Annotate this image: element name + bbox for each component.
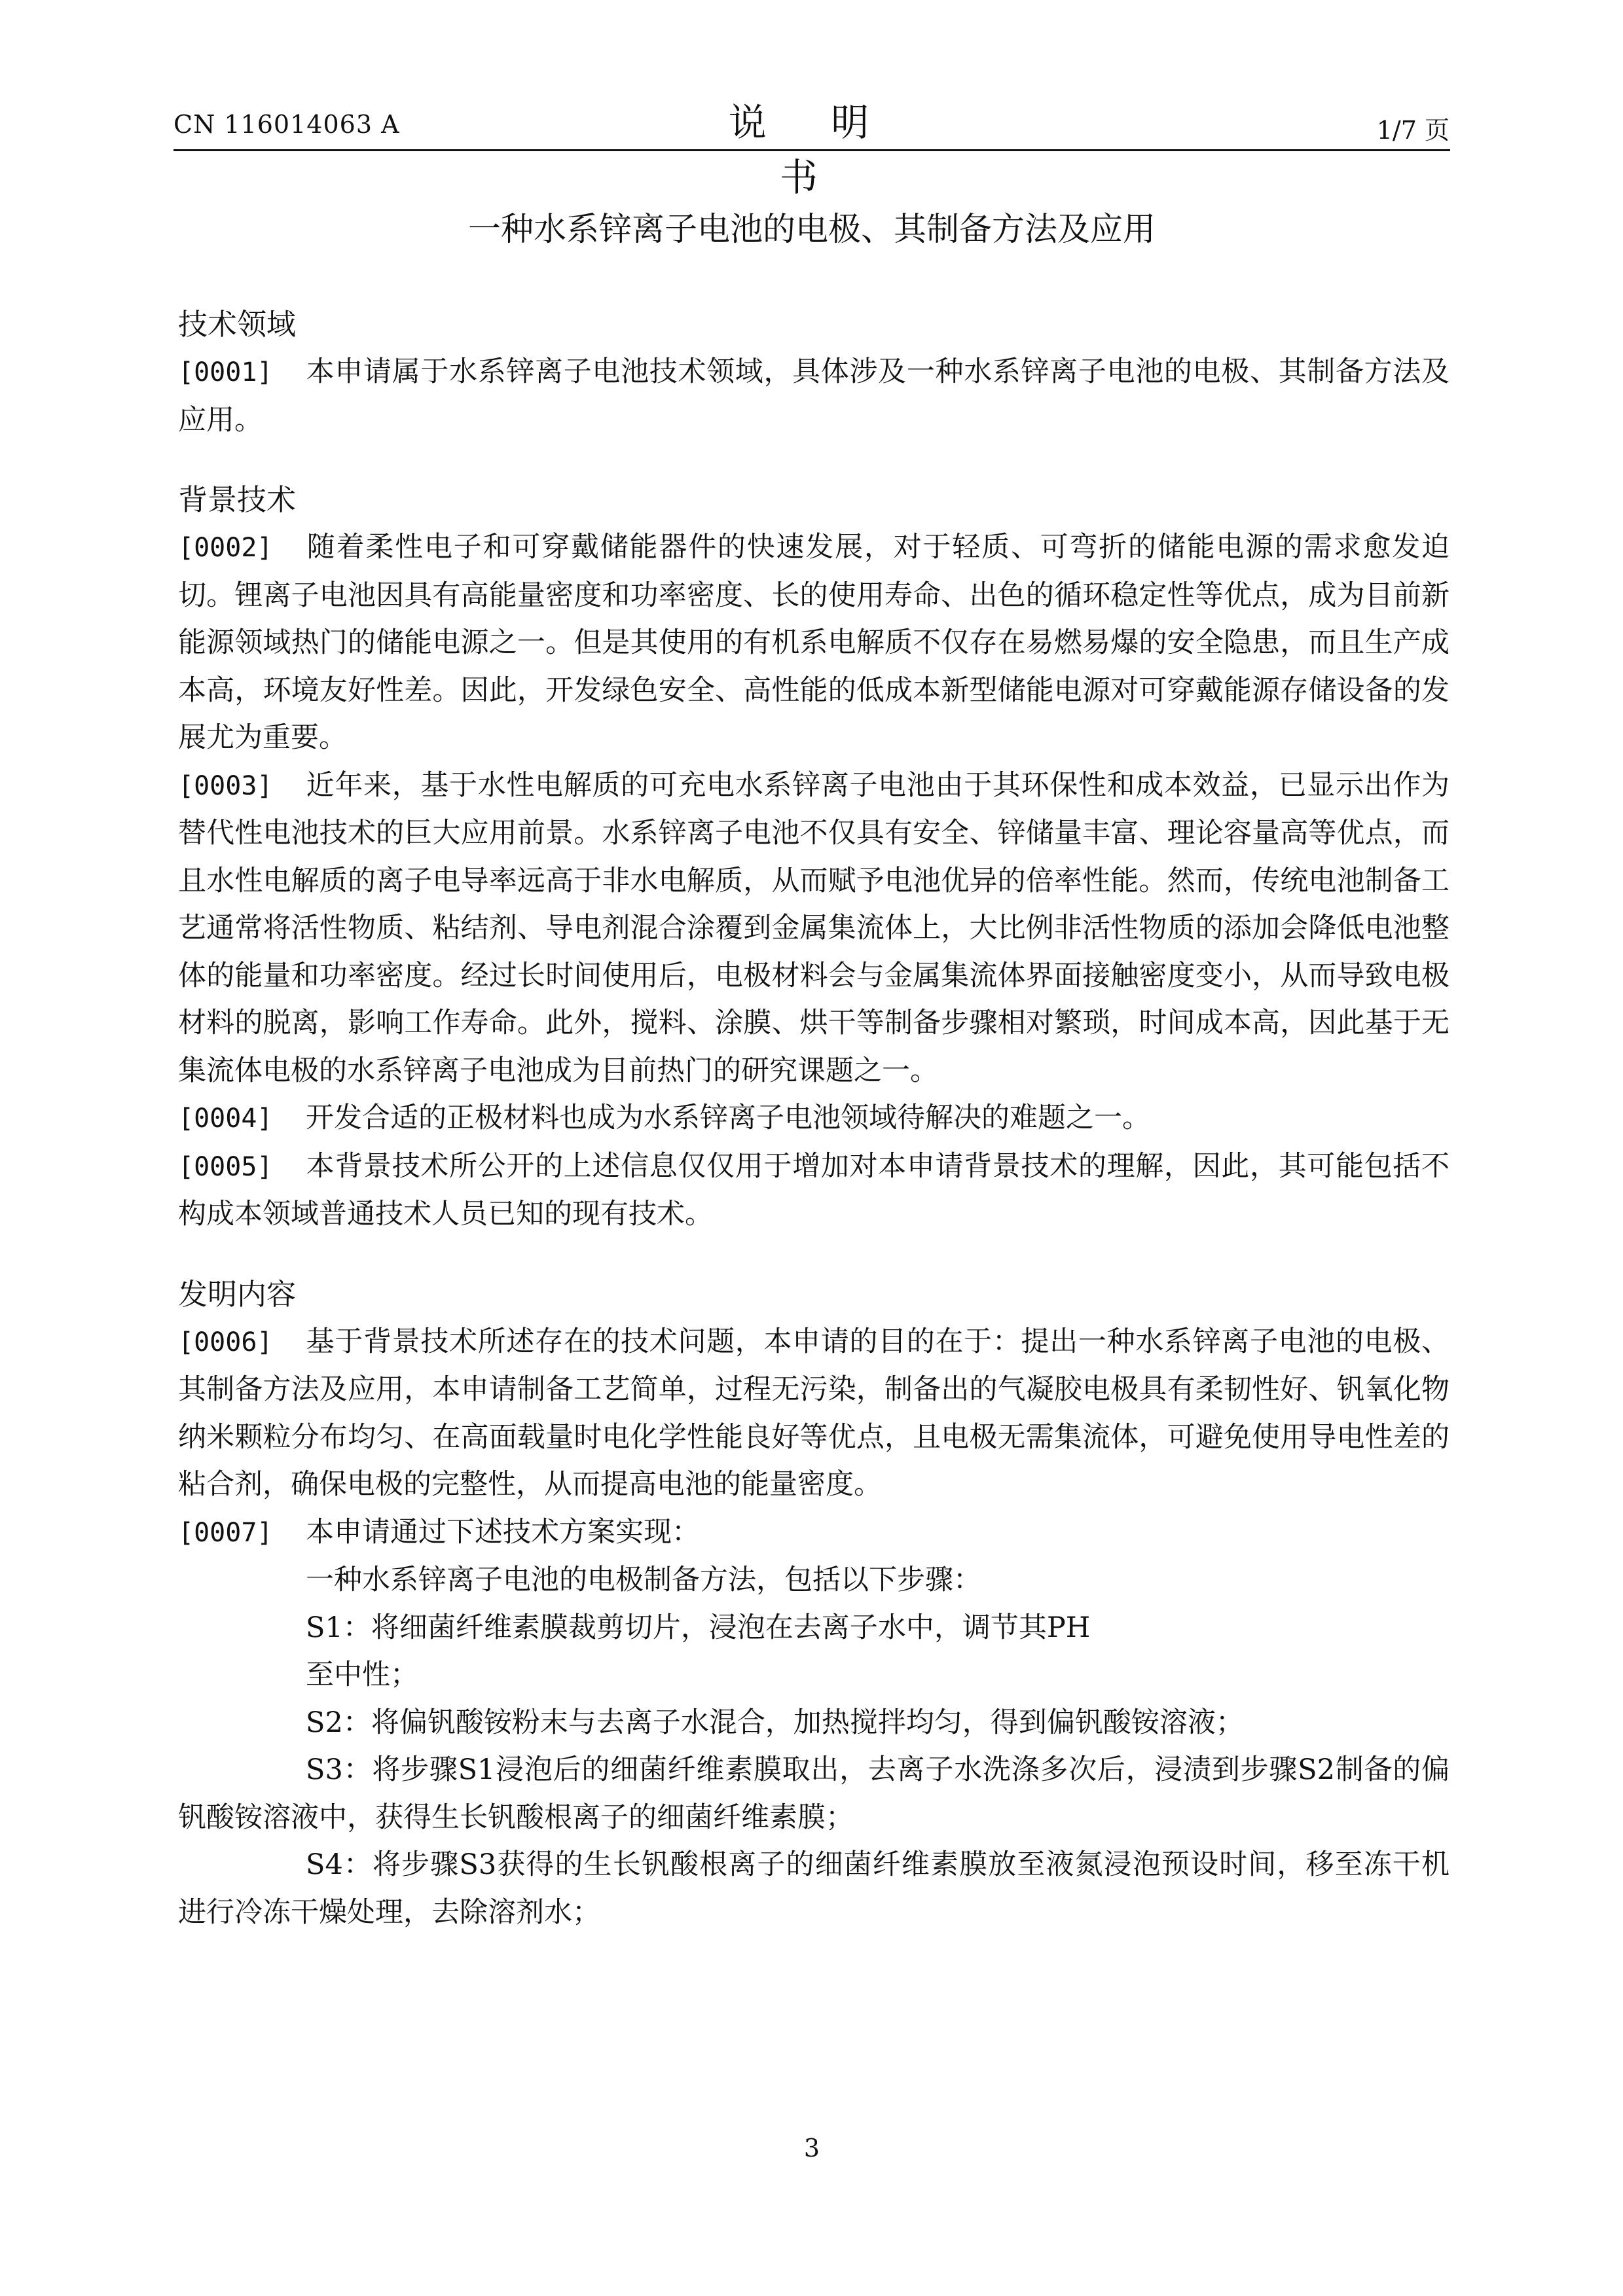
paragraph-number: [0005] [178,1151,273,1182]
paragraph-text: 本背景技术所公开的上述信息仅仅用于增加对本申请背景技术的理解，因此，其可能包括不构成本领域普通技术人员已知的现有技术。 [178,1149,1450,1230]
paragraph-text: 开发合适的正极材料也成为水系锌离子电池领域待解决的难题之一。 [306,1102,1150,1134]
paragraph-number: [0006] [178,1327,273,1357]
doc-id: CN 116014063 A [173,110,400,139]
doc-type: 说 明 书 [728,100,896,200]
paragraph-0005 [178,1143,1450,1238]
paragraph-0006 [178,1318,1450,1509]
document-title: 一种水系锌离子电池的电极、其制备方法及应用 [468,210,1156,248]
step-s4 [178,1841,1450,1936]
paragraph-text: 基于背景技术所述存在的技术问题，本申请的目的在于：提出一种水系锌离子电池的电极、其制备方法及应用，本申请制备工艺简单，过程无污染，制备出的气凝胶电极具有柔韧性好、钒氧化物纳米颗粒分布均匀、在高面载量时电化学性能良好等优点，且电极无需集流体，可避免使用导电性差的粘合剂，确保电极的完整性，从而提高电池的能量密度。 [178,1325,1450,1501]
paragraph-text: 随着柔性电子和可穿戴储能器件的快速发展，对于轻质、可弯折的储能电源的需求愈发迫切。锂离子电池因具有高能量密度和功率密度、长的使用寿命、出色的循环稳定性等优点，成为目前新能源领域热门的储能电源之一。但是其使用的有机系电解质不仅存在易燃易爆的安全隐患，而且生产成本高，环境友好性差。因此，开发绿色安全、高性能的低成本新型储能电源对可穿戴能源存储设备的发展尤为重要。 [178,531,1450,754]
paragraph-text: 本申请通过下述技术方案实现： [306,1515,700,1549]
section-heading-invention: 发明内容 [178,1276,297,1312]
paragraph-number: [0003] [178,770,273,801]
paragraph-number: [0004] [178,1103,273,1134]
paragraph-0004 [178,1094,1450,1143]
document-body [178,301,1450,1936]
paragraph-text: 近年来，基于水性电解质的可充电水系锌离子电池由于其环保性和成本效益，已显示出作为替代性电池技术的巨大应用前景。水系锌离子电池不仅具有安全、锌储量丰富、理论容量高等优点，而且水性电解质的离子电导率远高于非水电解质，从而赋予电池优异的倍率性能。然而，传统电池制备工艺通常将活性物质、粘结剂、导电剂混合涂覆到金属集流体上，大比例非活性物质的添加会降低电池整体的能量和功率密度。经过长时间使用后，电极材料会与金属集流体界面接触密度变小，从而导致电极材料的脱离，影响工作寿命。此外，搅料、涂膜、烘干等制备步骤相对繁琐，时间成本高，因此基于无集流体电极的水系锌离子电池成为目前热门的研究课题之一。 [178,768,1450,1087]
paragraph-number: [0002] [178,533,273,563]
page-indicator: 1/7 页 [1376,116,1450,145]
step-s4-text: S4：将步骤S3获得的生长钒酸根离子的细菌纤维素膜放至液氮浸泡预设时间，移至冻干机进行冷冻干燥处理，去除溶剂水； [178,1848,1450,1929]
step-s1-line2: 至中性； [306,1659,418,1691]
step-s3 [178,1746,1450,1841]
paragraph-0007 [178,1509,1450,1557]
section-heading-tech-field: 技术领域 [178,307,297,342]
paragraph-0003 [178,762,1450,1095]
paragraph-0002 [178,524,1450,762]
step-s2: S2：将偏钒酸铵粉末与去离子水混合，加热搅拌均匀，得到偏钒酸铵溶液； [306,1706,1244,1739]
step-s3-text: S3：将步骤S1浸泡后的细菌纤维素膜取出，去离子水洗涤多次后，浸渍到步骤S2制备的偏钒酸铵溶液中，获得生长钒酸根离子的细菌纤维素膜； [178,1753,1450,1834]
step-s1-line1: S1：将细菌纤维素膜裁剪切片，浸泡在去离子水中，调节其PH [306,1611,1091,1644]
section-heading-background: 背景技术 [178,482,297,517]
paragraph-0001 [178,348,1450,444]
footer-page-number: 3 [803,2134,820,2162]
paragraph-number: [0001] [178,357,273,387]
paragraph-number: [0007] [178,1517,273,1548]
header-rule [173,149,1450,151]
method-intro: 一种水系锌离子电池的电极制备方法，包括以下步骤： [306,1564,981,1596]
paragraph-text: 本申请属于水系锌离子电池技术领域，具体涉及一种水系锌离子电池的电极、其制备方法及应用。 [178,355,1450,437]
